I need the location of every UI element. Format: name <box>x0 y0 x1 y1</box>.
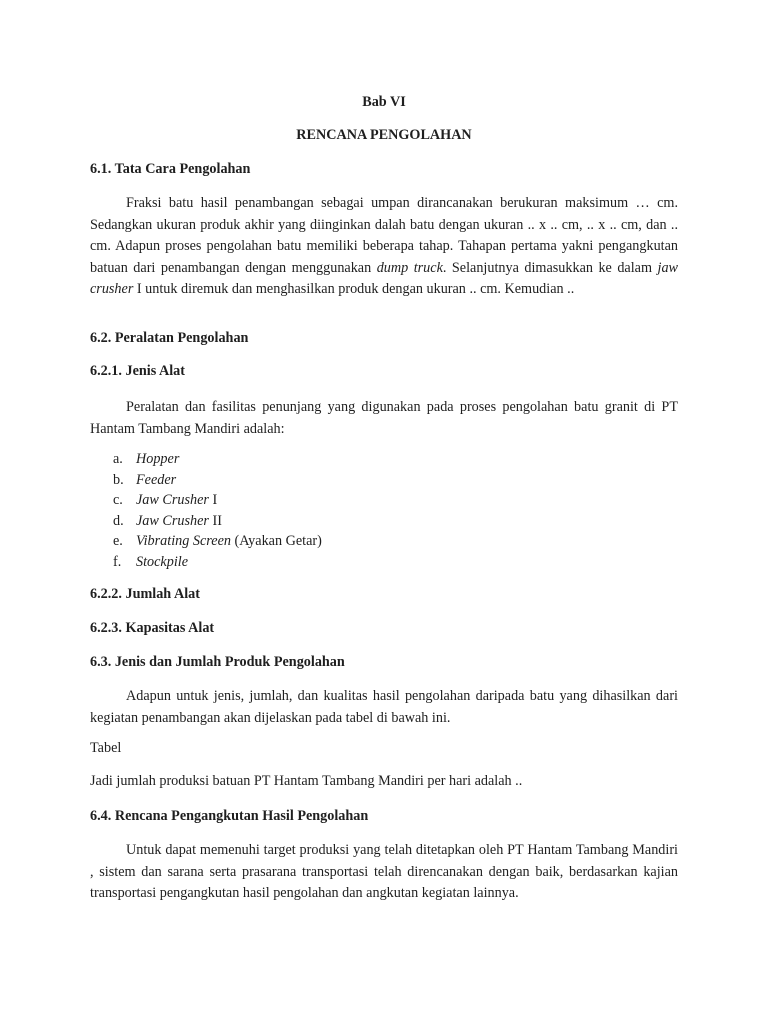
list-item <box>113 470 322 491</box>
item-name: Hopper <box>136 451 180 467</box>
paragraph-text: Fraksi batu hasil penambangan sebagai umpan dirancanakan berukuran maksimum … cm. Sedangkan ukuran produk akhir yang diinginkan dalah batu dengan ukuran .. x .. cm, .. x .. cm, dan .. cm. Adapun proses pengolahan batu memiliki beberapa tahap. Tahapan pertama yakni pengangkutan batuan dari penambangan dengan menggunakan <box>90 195 678 276</box>
section-6-3-heading: 6.3. Jenis dan Jumlah Produk Pengolahan <box>90 654 345 670</box>
section-6-2-1-heading: 6.2.1. Jenis Alat <box>90 363 185 379</box>
production-summary: Jadi jumlah produksi batuan PT Hantam Tambang Mandiri per hari adalah .. <box>90 773 523 789</box>
list-marker: e. <box>113 533 123 549</box>
section-6-1-heading: 6.1. Tata Cara Pengolahan <box>90 161 251 177</box>
section-6-2-2-heading: 6.2.2. Jumlah Alat <box>90 586 200 602</box>
list-item <box>113 511 322 532</box>
chapter-title: RENCANA PENGOLAHAN <box>296 127 472 143</box>
list-item <box>113 449 322 470</box>
section-6-2-3-heading: 6.2.3. Kapasitas Alat <box>90 620 215 636</box>
list-marker: f. <box>113 553 122 570</box>
list-item <box>113 552 322 573</box>
paragraph-text: Untuk dapat memenuhi target produksi yang telah ditetapkan oleh PT Hantam Tambang Mandiri , sistem dan sarana serta prasarana transportasi telah direncanakan dengan baik, berdasarkan kajian transportasi pengangkutan hasil pengolahan dan angkutan kegiatan lainnya. <box>90 842 678 901</box>
section-6-4-paragraph <box>90 840 678 905</box>
emphasis-dump-truck: dump truck <box>376 259 443 276</box>
section-6-3-paragraph <box>90 686 678 729</box>
item-name: Stockpile <box>136 553 188 570</box>
section-6-4-heading: 6.4. Rencana Pengangkutan Hasil Pengolahan <box>90 808 369 824</box>
section-6-1-paragraph <box>90 193 678 301</box>
list-marker: c. <box>113 492 123 508</box>
list-item <box>113 490 322 511</box>
paragraph-text: Peralatan dan fasilitas penunjang yang digunakan pada proses pengolahan batu granit di PT Hantam Tambang Mandiri adalah: <box>90 399 678 437</box>
list-item <box>113 531 322 552</box>
paragraph-text: . Selanjutnya dimasukkan ke dalam <box>442 259 658 276</box>
item-suffix: (Ayakan Getar) <box>230 533 322 549</box>
list-marker: d. <box>113 512 124 529</box>
section-6-2-heading: 6.2. Peralatan Pengolahan <box>90 330 249 346</box>
item-name: Vibrating Screen <box>136 533 231 549</box>
item-name: Feeder <box>136 471 177 488</box>
emphasis-jaw-crusher: jaw crusher <box>90 259 678 297</box>
list-marker: b. <box>113 471 124 488</box>
item-name: Jaw Crusher <box>136 512 209 529</box>
equipment-list <box>113 449 322 572</box>
paragraph-text: I untuk diremuk dan menghasilkan produk dengan ukuran .. cm. Kemudian .. <box>133 281 575 297</box>
item-name: Jaw Crusher <box>136 492 209 508</box>
item-suffix: I <box>208 492 218 508</box>
item-suffix: II <box>208 512 222 529</box>
section-6-2-1-paragraph <box>90 397 678 440</box>
chapter-number: Bab VI <box>362 94 406 110</box>
list-marker: a. <box>113 451 123 467</box>
table-label: Tabel <box>90 740 122 756</box>
paragraph-text: Adapun untuk jenis, jumlah, dan kualitas hasil pengolahan daripada batu yang dihasilkan dari kegiatan penambangan akan dijelaskan pada tabel di bawah ini. <box>90 688 678 726</box>
